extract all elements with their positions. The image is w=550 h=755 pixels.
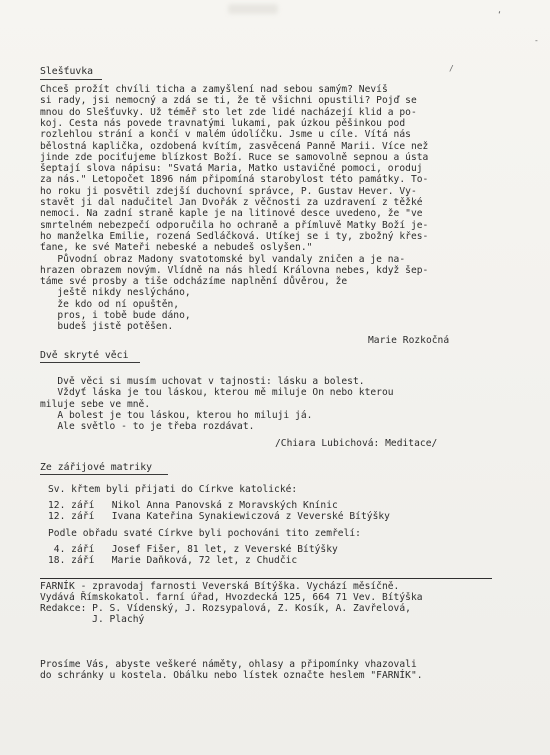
body-line: ho roku ji posvětil zdejší duchovní správce, P. Gustav Hever. Vy- [40,185,417,197]
note-line: Prosíme Vás, abyste veškeré náměty, ohlasy a připomínky vhazovali [40,659,417,670]
margin-mark: / [449,64,454,73]
body-line: si rady, jsi nemocný a zdá se ti, že tě všichni opustili? Pojď se [40,95,417,107]
body-line: Původní obraz Madony svatotomské byl vandaly zničen a je na- [40,253,406,265]
baptism-entry: 12. září Ivana Kateřina Synakiewiczová z Veverské Bítýšky [48,511,390,522]
imprint-line: Vydává Římskokatol. farní úřad, Hvozdecká 125, 664 71 Vev. Bítýška [40,592,423,604]
article-title: Slešťuvka [40,66,94,77]
title-underline [40,79,102,80]
body-line: ťane, ke své Mateři nebeské a nebudeš oslyšen." [40,242,313,254]
body-line: Ale světlo - to je třeba rozdávat. [40,421,255,433]
body-line: smrtelném nebezpečí odporučila ho ochraně a přímluvě Matky Boží je- [40,219,429,231]
article-title: Dvě skryté věci [40,350,129,361]
baptism-intro: Sv. křtem byli přijati do Církve katolické: [48,484,298,495]
margin-mark: ‘ [497,10,502,19]
body-line: A bolest je tou láskou, kterou ho miluji já. [40,409,313,421]
body-line: pros, i tobě bude dáno, [40,310,191,321]
imprint-line: J. Plachý [40,614,145,626]
imprint-line: Redakce: P. S. Vídenský, J. Rozsypalová, Z. Kosík, A. Zavřelová, [40,603,411,615]
body-line: rozlehlou strání a končí v malém údolíčku. Jsme u cíle. Vítá nás [40,129,411,141]
burial-intro: Podle obřadu svaté Církve byli pochováni tito zemřelí: [48,528,361,539]
burial-entry: 4. září Josef Fišer, 81 let, z Veverské Bítýšky [48,544,338,555]
body-line: Chceš prožít chvíli ticha a zamyšlení nad sebou samým? Nevíš [40,84,388,95]
imprint-line: FARNÍK - zpravodaj farnosti Veverská Bítýška. Vychází měsíčně. [40,581,400,592]
body-line: stavět ji dal nadučitel Jan Dvořák z věčnosti za uzdravení z těžké [40,197,423,208]
title-underline [40,362,140,363]
body-line: nemoci. Na zadní straně kaple je na litinové desce uvedeno, že "ve [40,208,423,220]
body-line: Vždyť láska je tou láskou, kterou mě miluje On nebo kterou [40,387,394,399]
title-underline [40,474,168,475]
body-line: miluje sebe ve mně. [40,398,151,410]
body-line: táme své prosby a tiše odcházíme naplnění důvěrou, že [40,276,348,288]
body-line: ještě nikdy neslýcháno, [40,287,191,299]
body-line: ho manželka Emilie, rozená Sedláčková. Utíkej se i ty, zbožný křes- [40,230,429,242]
body-line: šeptají slova nápisu: "Svatá Maria, Matko ustavičné pomoci, oroduj [40,163,423,175]
margin-mark: - [534,36,539,45]
burial-entry: 18. září Marie Daňková, 72 let, z Chudčic [48,555,298,566]
body-line: koj. Cesta nás povede travnatými lukami, pak úzkou pěšinkou pod [40,117,406,129]
body-line: že kdo od ní opuštěn, [40,298,180,310]
body-line: za nás." Letopočet 1896 nám připomíná starobylost této památky. To- [40,174,429,186]
paper-stain [228,4,278,14]
body-line: hrazen obrazem novým. Vlídně na nás hledí Královna nebes, když šep- [40,264,429,276]
body-line: mnou do Slešťuvky. Už téměř sto let zde lidé nacházejí klid a po- [40,106,417,118]
article-title: Ze zářijové matriky [40,462,153,473]
body-line: jinde zde pociťujeme blízkost Boží. Ruce se samovolně sepnou a ústa [40,151,429,163]
baptism-entry: 12. září Nikol Anna Panovská z Moravských Knínic [48,500,338,511]
note-line: do schránky u kostela. Obálku nebo lístek označte heslem "FARNÍK". [40,670,423,682]
body-line: budeš jistě potěšen. [40,321,174,333]
article-source: /Chiara Lubichová: Meditace/ [275,438,438,449]
body-line: bělostná kaplička, ozdobená kvítím, zasvěcená Panně Marii. Více než [40,140,429,152]
article-author: Marie Rozkočná [368,335,450,346]
body-line: Dvě věci si musím uchovat v tajnosti: lásku a bolest. [40,376,365,387]
footer-rule [40,578,492,579]
